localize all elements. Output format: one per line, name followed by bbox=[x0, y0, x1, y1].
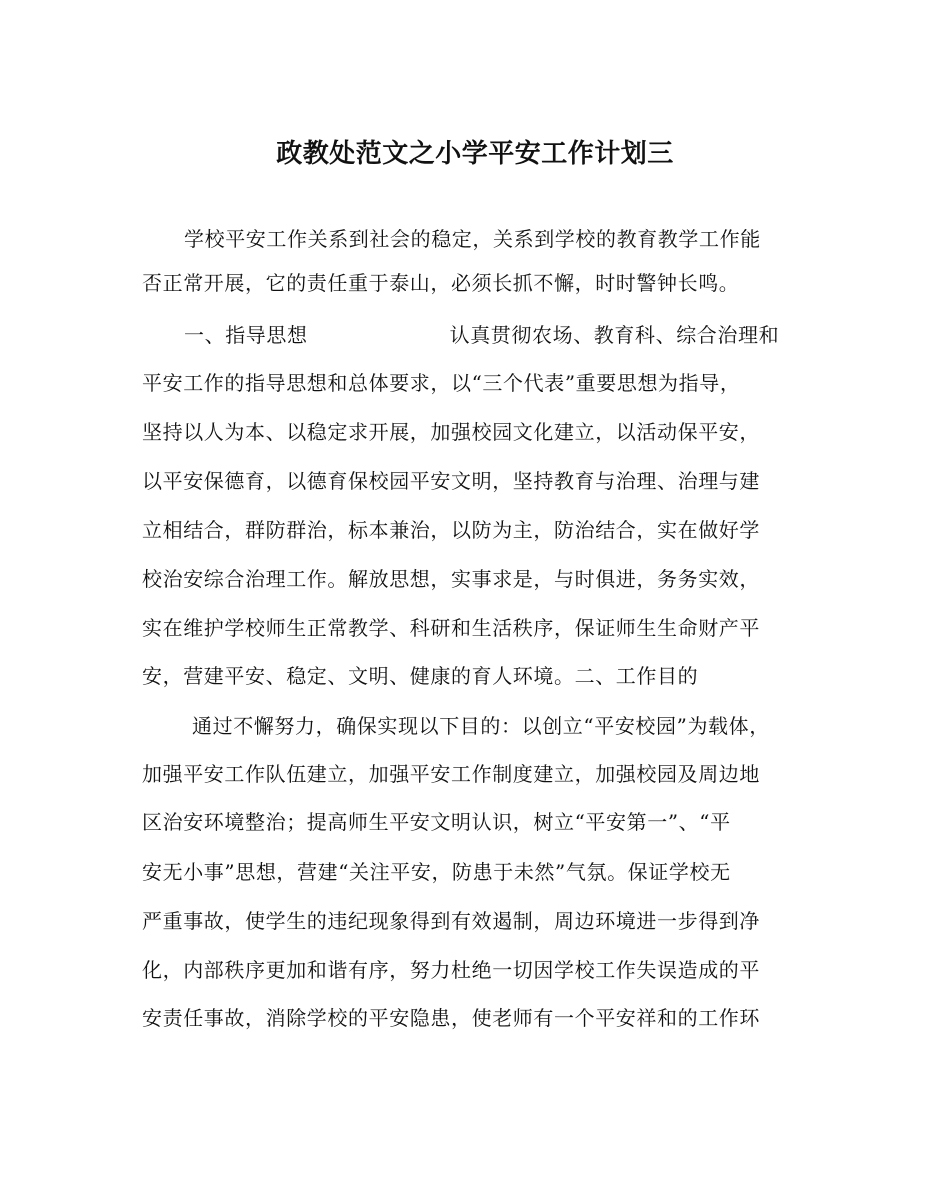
paragraph-line: 以平安保德育，以德育保校园平安文明，坚持教育与治理、治理与建 bbox=[142, 469, 760, 493]
paragraph-line: 化，内部秩序更加和谐有序，努力杜绝一切因学校工作失误造成的平 bbox=[142, 958, 760, 982]
paragraph-line: 安无小事”思想，营建“关注平安，防患于未然”气氛。保证学校无 bbox=[142, 860, 731, 884]
section-heading: 一、指导思想 bbox=[184, 323, 308, 347]
paragraph-line: 通过不懈努力，确保实现以下目的：以创立“平安校园”为载体， bbox=[192, 714, 770, 738]
paragraph-line: 安，营建平安、稳定、文明、健康的育人环境。二、工作目的 bbox=[142, 664, 699, 688]
paragraph-line: 安责任事故，消除学校的平安隐患，使老师有一个平安祥和的工作环 bbox=[142, 1006, 760, 1030]
paragraph-line: 学校平安工作关系到社会的稳定，关系到学校的教育教学工作能 bbox=[184, 227, 761, 251]
paragraph-line: 平安工作的指导思想和总体要求，以“三个代表”重要思想为指导， bbox=[142, 371, 741, 395]
section-text: 认真贯彻农场、教育科、综合治理和 bbox=[449, 323, 780, 347]
paragraph-line: 加强平安工作队伍建立，加强平安工作制度建立，加强校园及周边地 bbox=[142, 762, 760, 786]
section-heading-line bbox=[184, 321, 779, 349]
paragraph-line: 否正常开展，它的责任重于泰山，必须长抓不懈，时时警钟长鸣。 bbox=[142, 271, 740, 295]
paragraph-line: 区治安环境整治；提高师生平安文明认识，树立“平安第一”、“平 bbox=[142, 810, 731, 834]
paragraph-line: 立相结合，群防群治，标本兼治，以防为主，防治结合，实在做好学 bbox=[142, 518, 760, 542]
paragraph-line: 坚持以人为本、以稳定求开展，加强校园文化建立，以活动保平安， bbox=[142, 420, 760, 444]
document-title: 政教处范文之小学平安工作计划三 bbox=[276, 139, 674, 169]
paragraph-line: 严重事故，使学生的违纪现象得到有效遏制，周边环境进一步得到净 bbox=[142, 909, 760, 933]
paragraph-line: 校治安综合治理工作。解放思想，实事求是，与时俱进，务务实效， bbox=[142, 567, 760, 591]
paragraph-line: 实在维护学校师生正常教学、科研和生活秩序，保证师生生命财产平 bbox=[142, 616, 760, 640]
